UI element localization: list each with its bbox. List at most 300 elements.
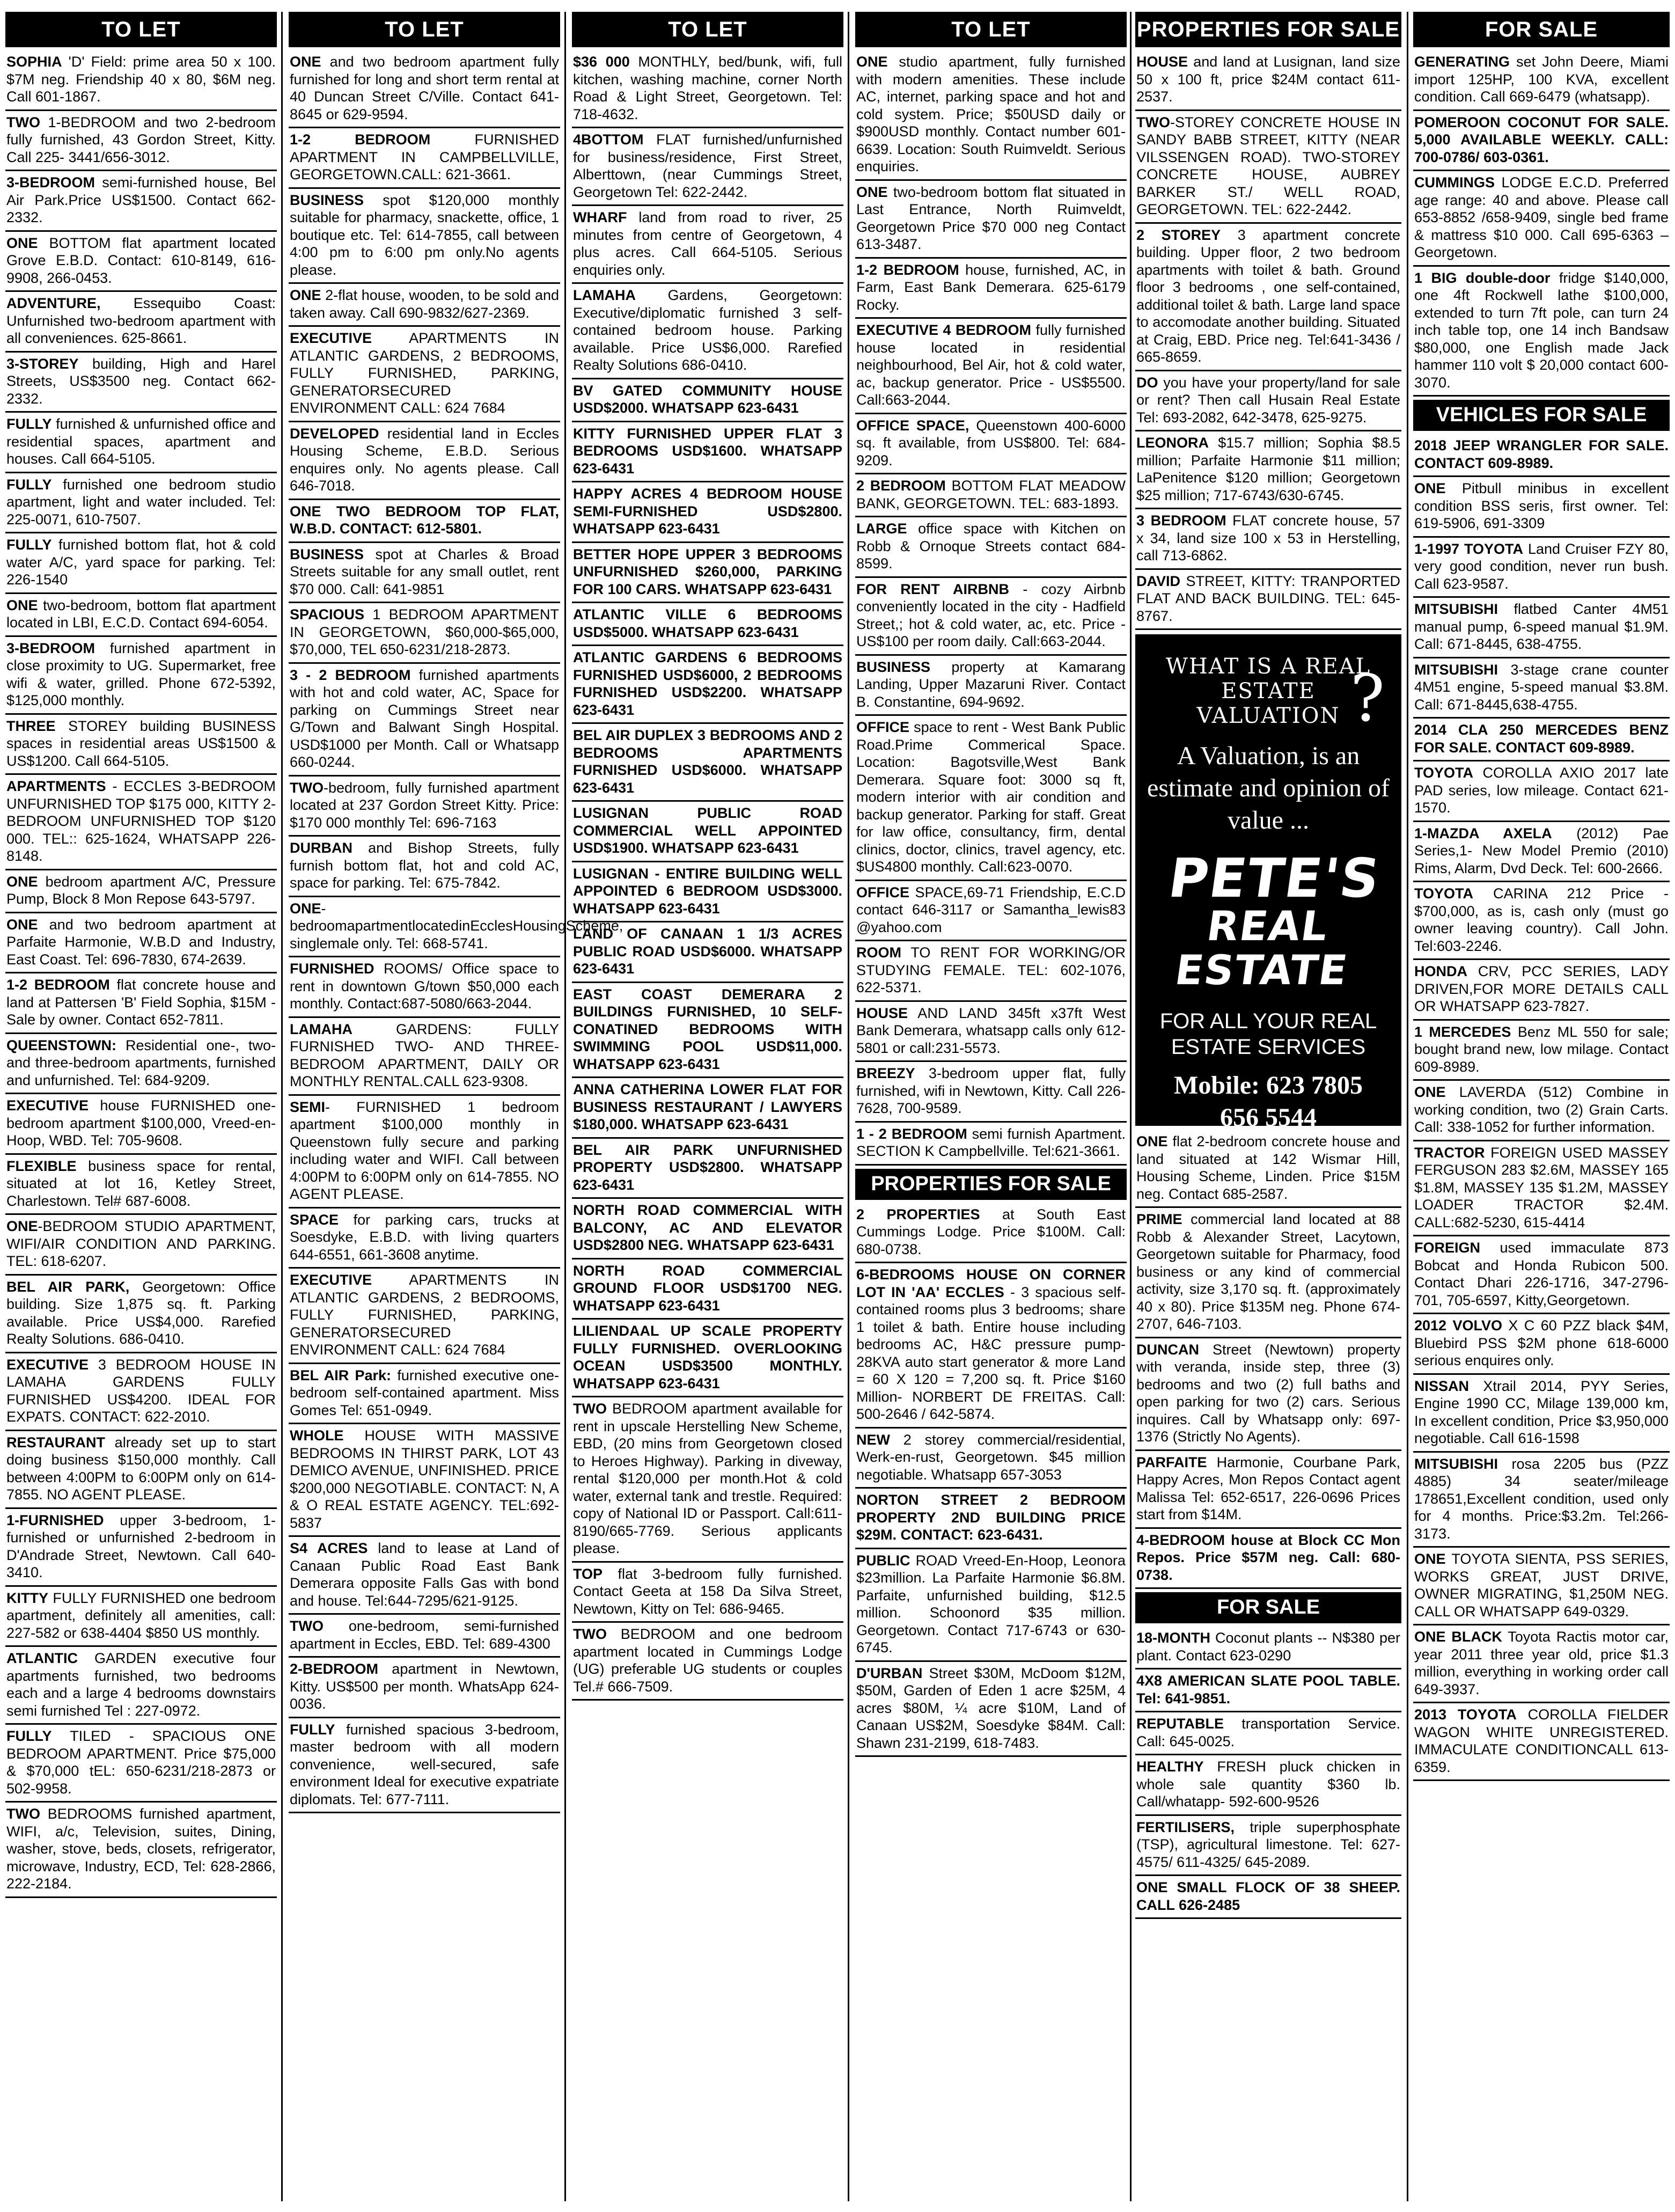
- ad-body: furnished one bedroom studio apartment, light and water included. Tel: 225-0071, 610-7507.: [6, 476, 276, 528]
- ad-lead: FERTILISERS,: [1136, 1819, 1235, 1835]
- classified-ad: [572, 1078, 843, 1139]
- ad-lead: CUMMINGS: [1414, 174, 1495, 191]
- ad-lead: BEL AIR Park:: [290, 1367, 392, 1383]
- classified-ad: [289, 664, 560, 777]
- classified-ad: [289, 1364, 560, 1425]
- ad-lead: FURNISHED: [290, 961, 374, 977]
- ad-body: Coconut plants -- N$380 per plant. Contact 623-0290: [1136, 1630, 1400, 1664]
- classified-ad: [5, 171, 277, 232]
- ad-lead: NISSAN: [1414, 1378, 1470, 1394]
- section-header: TO LET: [289, 12, 560, 47]
- ad-lead: ATLANTIC VILLE 6 BEDROOMS USD$5000. WHATSAPP 623-6431: [573, 606, 842, 640]
- ad-body: Street (Newtown) property with veranda, inside step, three (3) bedrooms and two (2) full baths and open parking for two (2) cars. Serious inquires. Call by Whatsapp only: 697-1376 (Strictly No Agents).: [1136, 1341, 1400, 1445]
- ad-body: one-bedroom, semi-furnished apartment in Eccles, EBD. Tel: 689-4300: [290, 1618, 559, 1652]
- ad-body: space to rent - West Bank Public Road.Prime Commerical Space. Location: Bagotsville,West Bank Demerara. Square foot: 3000 sq ft, modern interior with air condition and backup generator. Parking for staff. Great for law office, consultancy, firm, dental clinics, doctor, clinics, travel agency, etc. $US4800 monthly. Call:623-0070.: [856, 719, 1126, 875]
- classified-ad: [289, 1537, 560, 1615]
- ad-lead: 4BOTTOM: [573, 131, 644, 148]
- ad-body: MONTHLY, bed/bunk, wifi, full kitchen, washing machine, corner North Road & Light Street, Georgetown. Tel: 718-4632.: [573, 54, 842, 122]
- ad-lead: FLEXIBLE: [6, 1158, 77, 1174]
- ad-lead: 1-2 BEDROOM: [290, 131, 431, 148]
- ad-body: bedroom apartment A/C, Pressure Pump, Block 8 Mon Repose 643-5797.: [6, 873, 276, 907]
- ad-body: furnished spacious 3-bedroom, master bedroom with all modern convenience, well-secured, safe environment Ideal for executive expatriate diplomats. Tel: 677-7111.: [290, 1721, 559, 1807]
- classified-ad: [5, 232, 277, 292]
- ad-body: Essequibo Coast: Unfurnished two-bedroom apartment with all conveniences. 625-8661.: [6, 295, 276, 346]
- classified-ad: [1413, 1141, 1670, 1237]
- classified-ad: [1135, 509, 1401, 570]
- ad-lead: EXECUTIVE 4 BEDROOM: [856, 322, 1031, 338]
- classified-ad: [572, 1320, 843, 1397]
- classified-ad: [855, 474, 1127, 517]
- classified-ad: [5, 111, 277, 172]
- classified-ad: [1413, 1236, 1670, 1314]
- section-header: TO LET: [572, 12, 843, 47]
- ad-lead: EXECUTIVE: [290, 330, 372, 346]
- ad-lead: FOR RENT AIRBNB: [856, 581, 1010, 597]
- ad-lead: 2018 JEEP WRANGLER FOR SALE. CONTACT 609-8989.: [1414, 437, 1669, 471]
- classified-ad: [1413, 960, 1670, 1021]
- classified-ad: [1413, 719, 1670, 761]
- classified-ad: [5, 292, 277, 353]
- classified-ad: [572, 983, 843, 1079]
- classified-ad: [855, 517, 1127, 578]
- ad-lead: FOREIGN: [1414, 1240, 1481, 1256]
- classified-ad: [1413, 1021, 1670, 1081]
- classified-ad: [5, 973, 277, 1034]
- classified-ad: [289, 327, 560, 422]
- ad-body: BOTTOM FLAT MEADOW BANK, GEORGETOWN. TEL: 683-1893.: [856, 478, 1126, 511]
- classified-ad: [1413, 434, 1670, 477]
- ad-lead: 1 - 2 BEDROOM: [856, 1125, 967, 1142]
- classified-ad: [572, 379, 843, 422]
- ad-lead: ONE: [1414, 1084, 1446, 1100]
- ad-lead: TWO: [1136, 114, 1170, 130]
- ad-body: land to lease at Land of Canaan Public Road East Bank Demerara opposite Falls Gas with bond and house. Tel:644-7295/621-9125.: [290, 1540, 559, 1609]
- ad-body: Xtrail 2014, PYY Series, Engine 1990 CC, Milage 139,000 km, In excellent condition, Price $3,950,000 negotiable. Call 616-1598: [1414, 1378, 1669, 1446]
- ad-lead: HAPPY ACRES 4 BEDROOM HOUSE SEMI-FURNISHED USD$2800. WHATSAPP 623-6431: [573, 486, 842, 537]
- classified-ad: [5, 1353, 277, 1431]
- ad-lead: TWO: [290, 1618, 324, 1634]
- classified-ad: [572, 922, 843, 983]
- ad-lead: LILIENDAAL UP SCALE PROPERTY FULLY FURNISHED. OVERLOOKING OCEAN USD$3500 MONTHLY. WHATSAPP 623-6431: [573, 1323, 842, 1391]
- ad-lead: ONE: [1414, 480, 1446, 496]
- ad-lead: KITTY: [6, 1590, 48, 1606]
- classified-ad: [5, 50, 277, 111]
- section-header: TO LET: [855, 12, 1127, 47]
- ad-body: furnished apartments with hot and cold water, AC, Space for parking on Cummings Street near G/Town and Balwant Singh Hospital. USD$1000 per Month. Call or Whatsapp 660-0244.: [290, 666, 560, 770]
- ad-body: FURNISHED APARTMENT IN CAMPBELLVILLE, GEORGETOWN.CALL: 621-3661.: [290, 131, 559, 182]
- classified-ad: [855, 1662, 1127, 1757]
- promo-services: FOR ALL YOUR REAL ESTATE SERVICES: [1159, 1009, 1377, 1059]
- section-header: TO LET: [5, 12, 277, 47]
- classified-ad: [5, 1215, 277, 1276]
- classified-ad: [572, 1199, 843, 1259]
- classified-ad: [5, 1647, 277, 1725]
- classified-ad: [572, 862, 843, 923]
- ad-body: 1 BEDROOM APARTMENT IN GEORGETOWN, $60,000-$65,000, $70,000, TEL 650-6231/218-2873.: [290, 606, 559, 657]
- classified-ad: [1135, 1451, 1401, 1529]
- classified-ad: [5, 353, 277, 413]
- classified-ad: [5, 473, 277, 534]
- classified-ad: [289, 897, 623, 958]
- ad-lead: LEONORA: [1136, 435, 1209, 451]
- classified-ad: [1413, 761, 1670, 822]
- ad-lead: TWO: [6, 1806, 40, 1822]
- ad-lead: D'URBAN: [856, 1665, 923, 1681]
- ad-lead: 2013 TOYOTA: [1414, 1706, 1517, 1723]
- classified-ad: [1413, 171, 1670, 267]
- ad-lead: ONE: [856, 184, 888, 200]
- ad-body: -STOREY CONCRETE HOUSE IN SANDY BABB STREET, KITTY (NEAR VILSSENGEN ROAD). TWO-STOREY CONCRETE HOUSE, AUBREY BARKER ST./ WELL ROAD, GEORGETOWN. TEL: 622-2442.: [1136, 114, 1400, 217]
- ad-body: spot at Charles & Broad Streets suitable for any small outlet, rent $70 000. Call: 641-9851: [290, 546, 559, 597]
- classified-ad: [855, 1263, 1127, 1429]
- ad-body: two-bedroom bottom flat situated in Last Entrance, North Ruimveldt, Georgetown Price $70 000 neg Contact 613-3487.: [856, 184, 1126, 252]
- ad-body: COROLLA FIELDER WAGON WHITE UNREGISTERED. IMMACULATE CONDITIONCALL 613-6359.: [1414, 1706, 1669, 1775]
- ad-body: -BEDROOM STUDIO APARTMENT, WIFI/AIR CONDITION AND PARKING. TEL: 618-6207.: [6, 1218, 276, 1269]
- ad-lead: ROOM: [856, 944, 901, 961]
- ad-body: Land Cruiser FZY 80, very good condition, never run bush. Call 623-9587.: [1414, 540, 1669, 592]
- classified-ad: [1413, 1314, 1670, 1375]
- ad-body: Queenstown 400-6000 sq. ft available, from US$800. Tel: 684-9209.: [856, 417, 1126, 468]
- classified-ad: [572, 724, 843, 802]
- ad-lead: DO: [1136, 374, 1158, 391]
- classified-ad: [5, 413, 277, 473]
- classified-ad: [855, 1002, 1127, 1063]
- ad-body: already set up to start doing business $150,000 monthly. Call between 4:00PM to 6:00PM only on 614-7855. NO AGENT PLEASE.: [6, 1434, 276, 1503]
- ad-lead: 3-STOREY: [6, 355, 79, 372]
- classified-ad: [1413, 50, 1670, 111]
- classified-ad: [1135, 1876, 1401, 1919]
- ad-lead: 1-2 BEDROOM: [6, 977, 110, 993]
- classified-ad: [1413, 1625, 1670, 1703]
- ad-body: TO RENT FOR WORKING/OR STUDYING FEMALE. TEL: 602-1076, 622-5371.: [856, 944, 1126, 995]
- classified-ad: [855, 1062, 1127, 1123]
- ad-body: - cozy Airbnb conveniently located in the city - Hadfield Street,; hot & cold water, ac, etc. Price - US$100 per room daily. Call:663-2044.: [856, 581, 1126, 649]
- ad-lead: OFFICE: [856, 884, 909, 900]
- classified-ad: [572, 603, 843, 646]
- ad-lead: 2 STOREY: [1136, 226, 1221, 243]
- ad-lead: HOUSE: [856, 1005, 908, 1021]
- classified-ad: [1413, 111, 1670, 172]
- ad-body: and two bedroom apartment fully furnished for long and short term rental at 40 Duncan Street C/Ville. Contact 641-8645 or 629-9594.: [290, 54, 559, 122]
- classified-ad: [572, 1563, 843, 1623]
- classified-ad: [855, 1123, 1127, 1166]
- ad-lead: PARFAITE: [1136, 1454, 1207, 1470]
- ad-lead: TWO: [573, 1626, 607, 1642]
- column-divider: [1130, 12, 1132, 2201]
- ad-body: Benz ML 550 for sale; bought brand new, low milage. Contact 609-8989.: [1414, 1023, 1669, 1075]
- classified-ad: [1135, 1627, 1401, 1669]
- classified-ad: [855, 881, 1127, 942]
- ad-lead: HOUSE: [1136, 54, 1188, 70]
- ad-body: furnished executive one-bedroom self-contained apartment. Miss Gomes Tel: 651-0949.: [290, 1367, 559, 1418]
- ad-body: rosa 2205 bus (PZZ 4885) 34 seater/mileage 178651,Excellent condition, used only for 4 months. Price:$3.2m. Tel:266-3173.: [1414, 1455, 1669, 1542]
- ad-body: business space for rental, situated at lot 16, Ketley Street, Charlestown. Tel# 687-6008.: [6, 1158, 276, 1209]
- classified-ad: [855, 50, 1127, 181]
- classified-ad: [572, 482, 843, 543]
- ad-lead: 1-FURNISHED: [6, 1512, 104, 1528]
- ad-lead: 3-BEDROOM: [6, 174, 95, 191]
- classified-ad: [1413, 1453, 1670, 1548]
- ad-lead: BEL AIR PARK UNFURNISHED PROPERTY USD$2800. WHATSAPP 623-6431: [573, 1141, 842, 1193]
- classified-ad: [1413, 267, 1670, 397]
- ad-body: residential land in Eccles Housing Scheme, E.B.D. Serious enquires only. No agents please. Call 646-7018.: [290, 425, 559, 494]
- classified-ad: [1135, 1712, 1401, 1755]
- classified-ad: [1135, 1529, 1401, 1590]
- classified-ad: [1413, 598, 1670, 658]
- ad-lead: ONE: [6, 873, 38, 890]
- ad-lead: EAST COAST DEMERARA 2 BUILDINGS FURNISHED, 10 SELF-CONATINED BEDROOMS WITH SWIMMING POOL USD$11,000. WHATSAPP 623-6431: [573, 986, 842, 1072]
- ad-lead: LARGE: [856, 521, 907, 537]
- ad-body: Gardens, Georgetown: Executive/diplomatic furnished 3 self-contained bedroom house. Parking available. Price US$6,000. Rarefied Realty Solutions 686-0410.: [573, 287, 842, 373]
- ad-body: property at Kamarang Landing, Upper Mazaruni River. Contact B. Constantine, 694-9692.: [856, 658, 1126, 710]
- classified-ad: [5, 715, 277, 775]
- classified-ad: [572, 50, 843, 128]
- classified-ad: [1135, 224, 1401, 371]
- ad-body: FRESH pluck chicken in whole sale quantity $360 lb. Call/whatapp- 592-600-9526: [1136, 1759, 1400, 1810]
- ad-lead: 2012 VOLVO: [1414, 1317, 1502, 1334]
- logo-line-2: REAL ESTATE: [1172, 902, 1351, 994]
- ad-lead: 3 BEDROOM: [1136, 512, 1226, 529]
- ad-lead: HEALTHY: [1136, 1759, 1204, 1775]
- classified-ad: [1413, 882, 1670, 960]
- ad-body: STOREY building BUSINESS spaces in residential areas US$1500 & US$1200. Call 664-5105.: [6, 717, 276, 769]
- ad-lead: BEL AIR DUPLEX 3 BEDROOMS AND 2 BEDROOMS APARTMENTS FURNISHED USD$6000. WHATSAPP 623-6431: [573, 727, 842, 796]
- ad-body: house, furnished, AC, in Farm, East Bank Demerara. 625-6179 Rocky.: [856, 261, 1126, 313]
- classified-ad: [1413, 1703, 1670, 1781]
- ad-lead: ONE: [290, 287, 321, 303]
- classified-ad: [855, 414, 1127, 475]
- classified-ad: [5, 1587, 277, 1647]
- ad-body: you have your property/land for sale or rent? Then call Husain Real Estate Tel: 693-2082, 642-3478, 625-9275.: [1136, 374, 1400, 426]
- ad-lead: LUSIGNAN PUBLIC ROAD COMMERCIAL WELL APPOINTED USD$1900. WHATSAPP 623-6431: [573, 805, 842, 856]
- classified-ad: [572, 128, 843, 206]
- ad-body: TOYOTA SIENTA, PSS SERIES, WORKS GREAT, JUST DRIVE, OWNER MIGRATING, $1,250M NEG. CALL OR WHATSAPP 649-0329.: [1414, 1551, 1669, 1620]
- ad-lead: THREE: [6, 717, 56, 734]
- ad-body: commercial land located at 88 Robb & Alexander Street, Lacytown, Georgetown suitable for Pharmacy, food business or any kind of commercial activity, size 3,170 sq. ft. (approximately 40 x 80). Price $135M neg. Phone 674-2707, 646-7103.: [1136, 1211, 1400, 1332]
- ad-body: 2-flat house, wooden, to be sold and taken away. Call 690-9832/627-2369.: [290, 287, 559, 321]
- ad-lead: TOYOTA: [1414, 885, 1474, 902]
- ad-lead: DURBAN: [290, 840, 352, 856]
- petes-logo: [1137, 847, 1400, 994]
- promo-mobile: [1147, 1070, 1390, 1134]
- ad-lead: 1 MERCEDES: [1414, 1023, 1511, 1040]
- ad-lead: BUSINESS: [856, 658, 931, 675]
- classified-ad: [855, 319, 1127, 414]
- column-4: [855, 12, 1127, 2201]
- ad-lead: POMEROON COCONUT FOR SALE. 5,000 AVAILABLE WEEKLY. CALL: 700-0786/ 603-0361.: [1414, 114, 1669, 165]
- ad-lead: OFFICE SPACE,: [856, 417, 969, 434]
- classified-ad: [1413, 477, 1670, 538]
- column-divider: [848, 12, 849, 2201]
- ad-lead: OFFICE: [856, 719, 909, 735]
- ad-body: APARTMENTS IN ATLANTIC GARDENS, 2 BEDROOMS, FULLY FURNISHED, PARKING, GENERATORSECURED ENVIRONMENT CALL: 624 7684: [290, 330, 559, 416]
- ad-lead: TWO: [6, 114, 40, 130]
- classified-ad: [855, 1203, 1127, 1264]
- ad-body: 1-BEDROOM and two 2-bedroom fully furnished, 43 Gordon Street, Kitty. Call 225- 3441/656-3012.: [6, 114, 276, 165]
- classified-ad: [289, 1018, 560, 1096]
- classified-ad: [572, 802, 843, 862]
- classified-ad: [1413, 1375, 1670, 1453]
- ad-body: Pitbull minibus in excellent condition BSS seris, first owner. Tel: 619-5906, 691-3309: [1414, 480, 1669, 531]
- ad-body: ROOMS/ Office space to rent in downtown G/town $50,000 each monthly. Contact:687-5080/663-2044.: [290, 961, 559, 1012]
- classified-ad: [5, 1431, 277, 1509]
- classified-ad: [1135, 1755, 1401, 1816]
- ad-body: office space with Kitchen on Robb & Ornoque Streets contact 684-8599.: [856, 521, 1126, 572]
- ad-lead: TOP: [573, 1565, 603, 1582]
- classified-ad: [289, 777, 560, 837]
- ad-body: apartment in Newtown, Kitty. US$500 per month. WhatsApp 624-0036.: [290, 1661, 559, 1712]
- ad-lead: 1-MAZDA AXELA: [1414, 825, 1552, 841]
- ad-lead: ONE TWO BEDROOM TOP FLAT, W.B.D. CONTACT: 612-5801.: [290, 503, 559, 537]
- classified-ad: [289, 284, 560, 327]
- classified-ad: [5, 1725, 277, 1803]
- classified-ad: [5, 775, 277, 870]
- ad-body: flatbed Canter 4M51 manual pump, 6-speed manual $1.9M. Call: 671-8445, 638-4755.: [1414, 601, 1669, 652]
- ad-lead: 4-BEDROOM house at Block CC Mon Repos. Price $57M neg. Call: 680-0738.: [1136, 1532, 1400, 1583]
- classified-ad: [572, 1139, 843, 1199]
- classified-ad: [1135, 1816, 1401, 1877]
- classified-ad: [1413, 822, 1670, 883]
- classified-ad: [572, 284, 843, 379]
- classified-ad: [855, 1429, 1127, 1489]
- ad-lead: SPACIOUS: [290, 606, 365, 622]
- column-5: [1135, 12, 1401, 2201]
- ad-lead: ONE: [290, 900, 321, 917]
- classified-ad: [572, 1397, 843, 1563]
- ad-lead: LUSIGNAN - ENTIRE BUILDING WELL APPOINTED 6 BEDROOM USD$3000. WHATSAPP 623-6431: [573, 865, 842, 917]
- ad-lead: FULLY: [6, 1728, 52, 1744]
- classified-ad: [1135, 1130, 1401, 1208]
- classified-ad: [855, 1549, 1127, 1662]
- ad-body: BEDROOM apartment available for rent in upscale Herstelling New Scheme, EBD, (20 mins from Georgetown closed to Heroes Highway). Parking in diveway, rental $120,000 per month.Hot & cold water, external tank and trestle. Required: copy of National ID or Passport. Call:611-8190/665-7769. Serious applicants please.: [573, 1401, 842, 1556]
- ad-body: CRV, PCC SERIES, LADY DRIVEN,FOR MORE DETAILS CALL OR WHATSAPP 623-7827.: [1414, 963, 1669, 1014]
- ad-lead: TWO: [573, 1401, 607, 1417]
- ad-body: Street $30M, McDoom $12M, $50M, Garden of Eden 1 acre $25M, 4 acres $80M, ¼ acre $10M, Land of Canaan US$2M, Soesdyke $84M. Call: Shawn 231-2199, 618-7483.: [856, 1665, 1126, 1751]
- ad-body: FULLY FURNISHED one bedroom apartment, definitely all amenities, call: 227-582 or 638-4404 $850 US monthly.: [6, 1590, 276, 1641]
- ad-lead: ONE: [290, 54, 321, 70]
- column-divider: [564, 12, 566, 2201]
- ad-body: 3-bedroom upper flat, fully furnished, wifi in Newtown, Kitty. Call 226-7628, 700-9589.: [856, 1065, 1126, 1116]
- ad-body: -bedroomapartmentlocatedinEcclesHousingScheme, singlemale only. Tel: 668-5741.: [290, 900, 623, 951]
- section-header: VEHICLES FOR SALE: [1413, 400, 1670, 431]
- classified-ad: [5, 1094, 277, 1155]
- classified-ad: [1413, 538, 1670, 598]
- ad-body: 2 storey commercial/residential, Werk-en-rust, Georgetown. $45 million negotiable. Whatsapp 657-3053: [856, 1431, 1126, 1483]
- ad-body: GARDENS: FULLY FURNISHED TWO- AND THREE-BEDROOM APARTMENT, DAILY OR MONTHLY RENTAL.CALL 623-9308.: [290, 1021, 559, 1089]
- ad-lead: FULLY: [290, 1721, 335, 1738]
- classified-ad: [1135, 1669, 1401, 1712]
- section-header: FOR SALE: [1135, 1592, 1401, 1623]
- ad-body: FOREIGN USED MASSEY FERGUSON 283 $2.6M, MASSEY 165 $1.8M, MASSEY 135 $1.2M, MASSEY LOADER TRACTOR $2.4M. CALL:682-5230, 615-4414: [1414, 1144, 1669, 1230]
- ad-lead: ADVENTURE,: [6, 295, 101, 311]
- classified-ad: [1135, 431, 1401, 509]
- ad-lead: BV GATED COMMUNITY HOUSE USD$2000. WHATSAPP 623-6431: [573, 382, 842, 416]
- classified-ad: [1413, 658, 1670, 719]
- ad-lead: 2 PROPERTIES: [856, 1206, 980, 1222]
- ad-body: set John Deere, Miami import 125HP, 100 KVA, excellent condition. Call 669-6479 (whatsapp).: [1414, 54, 1669, 105]
- ad-lead: BREEZY: [856, 1065, 915, 1081]
- classified-ad: [289, 50, 560, 128]
- ad-lead: NORTH ROAD COMMERCIAL WITH BALCONY, AC AND ELEVATOR USD$2800 NEG. WHATSAPP 623-6431: [573, 1202, 842, 1253]
- ad-body: flat 2-bedroom concrete house and land situated at 142 Wismar Hill, Housing Scheme, Linden. Price $15M neg. Contact 685-2587.: [1136, 1133, 1400, 1202]
- ad-body: 3-stage crane counter 4M51 engine, 5-speed manual $3.8M. Call: 671-8445,638-4755.: [1414, 661, 1669, 713]
- ad-body: and Bishop Streets, fully furnish bottom flat, hot and cold AC, space for parking. Tel: 675-7842.: [290, 840, 559, 891]
- classified-ad: [1135, 1208, 1401, 1338]
- ad-lead: NEW: [856, 1431, 890, 1448]
- ad-lead: EXECUTIVE: [290, 1272, 372, 1288]
- ad-body: for parking cars, trucks at Soesdyke, E.B.D. with living quarters 644-6551, 661-3608 anytime.: [290, 1211, 559, 1263]
- ad-lead: ONE: [6, 597, 38, 613]
- ad-lead: LAMAHA: [573, 287, 636, 303]
- ad-body: land from road to river, 25 minutes from centre of Georgetown, 4 plus acres. Call 664-5105. Serious enquiries only.: [573, 209, 842, 278]
- ad-lead: ATLANTIC: [6, 1650, 78, 1666]
- ad-body: fridge $140,000, one 4ft Rockwell lathe $100,000, extended to turn 7ft pole, can turn 24 inch table top, one 14 inch Bandsaw $80,000, one English made Jack hammer 110 volt $ 20,000 contact 600-3070.: [1414, 269, 1669, 391]
- classified-ad: [289, 1718, 560, 1814]
- ad-lead: WHOLE: [290, 1427, 344, 1444]
- ad-lead: 1-1997 TOYOTA: [1414, 540, 1524, 557]
- ad-body: HOUSE WITH MASSIVE BEDROOMS IN THIRST PARK, LOT 43 DEMICO AVENUE, UNFINISHED. PRICE $200,000 NEGOTIABLE. CONTACT: N, A & O REAL ESTATE AGENCY. TEL:692-5837: [290, 1427, 559, 1531]
- ad-body: - FURNISHED 1 bedroom apartment $100,000 monthly in Queenstown fully secure and parking including water and WIFI. Call between 4:00PM to 6:00PM only on 614-7855. NO AGENT PLEASE.: [290, 1098, 559, 1202]
- classified-ad: [289, 543, 560, 604]
- section-header: PROPERTIES FOR SALE: [1135, 12, 1401, 47]
- ad-body: building, High and Harel Streets, US$3500 neg. Contact 662-2332.: [6, 355, 276, 407]
- ad-lead: 6-BEDROOMS HOUSE ON CORNER LOT IN 'AA' ECCLES: [856, 1266, 1126, 1300]
- ad-lead: PUBLIC: [856, 1552, 910, 1569]
- ad-body: -bedroom, fully furnished apartment located at 237 Gordon Street Kitty. Price: $170 000 monthly Tel: 696-7163: [290, 779, 559, 831]
- ad-body: used immaculate 873 Bobcat and Honda Rubicon 500. Contact Dhari 226-1716, 347-2796-701, 705-6597, Kitty,Georgetown.: [1414, 1240, 1669, 1308]
- column-divider: [281, 12, 283, 2201]
- ad-lead: BUSINESS: [290, 192, 364, 208]
- ad-body: transportation Service. Call: 645-0025.: [1136, 1716, 1400, 1749]
- classified-ad: [289, 1424, 560, 1537]
- classified-ad: [289, 1615, 560, 1658]
- classified-ad: [289, 1269, 560, 1364]
- ad-body: SPACE,69-71 Friendship, E.C.D contact 646-3117 or Samantha_lewis83 @yahoo.com: [856, 884, 1126, 935]
- ad-body: and two bedroom apartment at Parfaite Harmonie, W.B.D and Industry, East Coast. Tel: 696-7830, 674-2639.: [6, 916, 276, 968]
- ad-body: - 3 spacious self-contained rooms plus 3 bedrooms; share 1 toilet & bath. Entire house including bedrooms AC, H&C pressure pump-28KVA auto start generator & more Land = 60 X 120 = 7,200 sq. ft. Price $160 Million- NORBERT DE FREITAS. Call: 500-2646 / 642-5874.: [856, 1284, 1126, 1422]
- ad-lead: SEMI: [290, 1098, 326, 1115]
- classified-ad: [1135, 371, 1401, 432]
- classified-ad: [289, 189, 560, 284]
- classified-ad: [5, 1276, 277, 1353]
- ad-lead: QUEENSTOWN:: [6, 1037, 117, 1053]
- ad-lead: ONE: [6, 235, 38, 251]
- ad-lead: WHARF: [573, 209, 627, 225]
- classified-ad: [572, 422, 843, 483]
- ad-lead: $36 000: [573, 54, 630, 70]
- ad-body: studio apartment, fully furnished with modern amenities. These include AC, internet, parking space and hot and cold system. Price; $50USD daily or $900USD monthly. Contact number 601-6639. Location: South Ruimveldt. Serious enquiries.: [856, 54, 1126, 174]
- column-3: [572, 12, 843, 2201]
- classified-ad: [289, 1096, 560, 1208]
- ad-lead: TRACTOR: [1414, 1144, 1485, 1161]
- ad-body: STREET, KITTY: TRANPORTED FLAT AND BACK BUILDING. TEL: 645-8767.: [1136, 573, 1400, 624]
- promo-valuation-text: A Valuation, is an estimate and opinion of value ...: [1147, 742, 1390, 834]
- logo-line-1: PETE'S: [1164, 847, 1385, 910]
- classified-ad: [5, 533, 277, 594]
- ad-lead: 1 BIG double-door: [1414, 269, 1551, 286]
- ad-lead: 1-2 BEDROOM: [856, 261, 959, 278]
- ad-lead: APARTMENTS: [6, 778, 106, 794]
- classified-ad: [289, 1208, 560, 1269]
- ad-body: 'D' Field: prime area 50 x 100. $7M neg. Friendship 40 x 80, $6M neg. Call 601-1867.: [6, 54, 276, 105]
- ad-lead: DEVELOPED: [290, 425, 379, 442]
- column-1: [5, 12, 277, 2201]
- classified-ad: [1135, 1338, 1401, 1451]
- ad-body: semi-furnished house, Bel Air Park.Price US$1500. Contact 662-2332.: [6, 174, 276, 225]
- classified-ad: [289, 603, 560, 664]
- ad-lead: S4 ACRES: [290, 1540, 368, 1556]
- ad-body: 3 apartment concrete building. Upper floor, 2 two bedroom apartments with toilet & bath. Ground floor 3 bedrooms , one self-contained, additional toilet & bath. Large land space to accomodate another building. Situated at Craig, EBD. Price neg. Tel:641-3436 / 665-8659.: [1136, 226, 1400, 365]
